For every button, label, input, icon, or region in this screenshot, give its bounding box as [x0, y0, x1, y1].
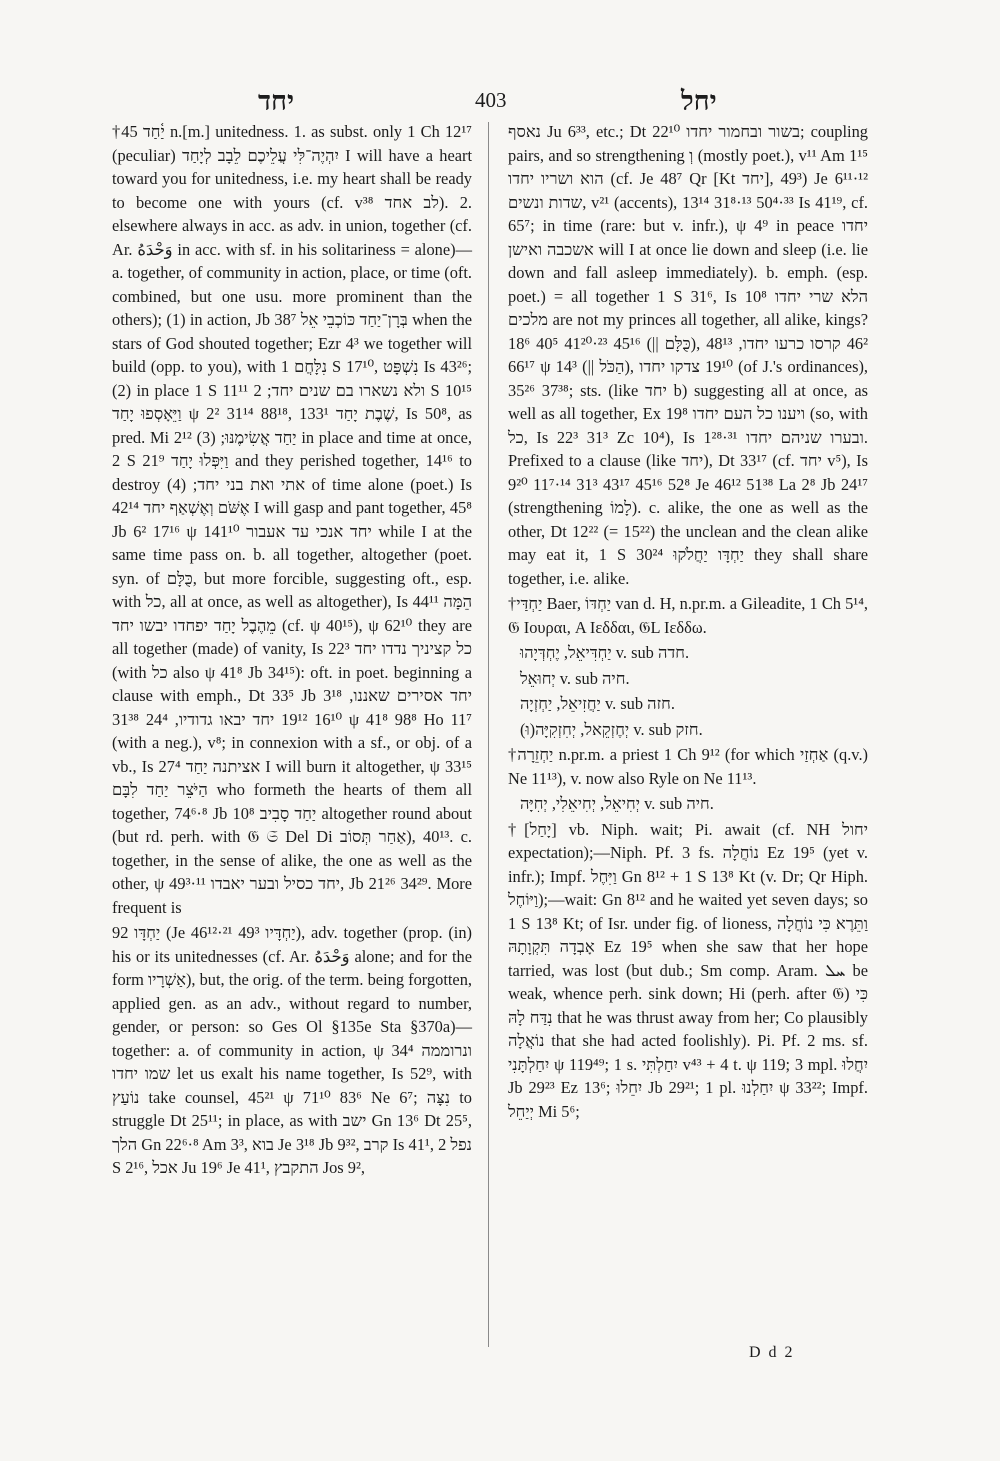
crossref-yehezkel: יְחֶזְקֵאל, יְחִזְקִיָּה(וּ) v. sub חזק. — [520, 719, 703, 739]
entry-yahad: †יַ֫חַד 45 n.[m.] unitedness. 1. as subst. only 1 Ch 12¹⁷ (peculiar) יִהְיֶה־לִּי עֲלֵיכֶם לֵבָב לְיָחַד I will have a heart toward you for unitedness, i.e. my heart shall be ready to become one with yours (cf. v³⁸ לב אחד). 2. elsewhere always in acc. as adv. in union, together (cf. Ar. وَحْدَهُ in acc. with sf. in his solitariness = alone)—a. together, of community in action, place, or time (oft. combined, but one usu. more prominent than the others); (1) in action, Jb 38⁷ בְּרָן־יַחַד כּוֹכְבֵי אֵל when the stars of God shouted together; Ezr 4³ we together will build (opp. to you), with נִלָּחֲם 1 S 17¹⁰, נִשְׁפָּט Is 43²⁶; (2) in place 1 S 11¹¹ ולא נשארו בם שנים יחד; 2 S 10¹⁵ וַיֵּאָסְפוּ יָחַד ψ 2² 31¹⁴ 88¹⁸, 133¹ שֶׁבֶת יָחַד, Is 50⁸, as pred. Mi 2¹² יַחַד אֲשִׂימֶנּוּ; (3) in place and time at once, 2 S 21⁹ וַיִּפְּלוּ יָחַד and they perished together, 14¹⁶ to destroy אתי ואת בני יחד; (4) of time alone (poet.) Is 42¹⁴ אֶשֹּׁם וְאֶשְׁאַף יחד I will gasp and pant together, 45⁸ Jb 6² 17¹⁶ ψ 141¹⁰ יחד אנכי עד אעבור while I at the same time pass on. b. all together, altogether (poet. syn. of כֻּלָּם, but more forcible, suggesting oft., esp. with כל, all at once, as well as altogether), Is 44¹¹ הֵמָּה מֵהֶבֶל יָחַד יפחדו יבשו יחד (cf. ψ 40¹⁵), ψ 62¹⁰ they are all together (made) of vanity, Is 22³ כל קציניך נדדו יחד (with כל also ψ 41⁸ Jb 34¹⁵): oft. in poet. beginning a clause with emph., Dt 33⁵ Jb 3¹⁸ יחד אסירים שאננו, 16¹⁰ 19¹² יחד יבאו גדודיו, 24⁴ 31³⁸ ψ 41⁸ 98⁸ Ho 11⁷ (with a neg.), v⁸; in connexion with a sf., or obj. of a vb., Is 27⁴ אציתנה יַחַד I will burn it altogether, ψ 33¹⁵ הַיֹּצֵר יַחַד לִבָּם who formeth the hearts of them all together, 74⁶·⁸ Jb 10⁸ יַחַד סָבִיב altogether round about (but rd. perh. with 𝔊 𝔖 Del Di אַחַר תְּסוֹב), 40¹³. c. together, in the sense of alike, the one as well as the other, ψ 49³·¹¹ יחד כסיל ובער יאבדו, Jb 21²⁶ 34²⁹. More frequent is — [112, 122, 473, 917]
signature-mark: D d 2 — [749, 1344, 795, 1361]
entry-yahdaw-continued: נאסף Ju 6³³, etc.; Dt 22¹⁰ בשור ובחמור יחדו; coupling pairs, and so strengthening וְ (mostly poet.), v¹¹ Am 1¹⁵ הוא ושריו יחדו (cf. Je 48⁷ Qr [Kt יחד], 49³) Je 6¹¹·¹² שדות ונשים, v²¹ (accents), 13¹⁴ 31⁸·¹³ 50⁴·³³ Is 41¹⁹, cf. 65⁷; in time (rare: but v. infr.), ψ 4⁹ in peace יחדו אשכבה ואישן will I at once lie down and sleep (i.e. lie down and fall asleep immediately). b. emph. (esp. poet.) = all together 1 S 31⁶, Is 10⁸ הלא שרי יחדו מלכים are not my princes all together, all alike, kings? 18⁶ 40⁵ 41²⁰·²³ 45¹⁶ (|| כֻּלָּם), 46² קרסו כרעו יחדו, 48¹³ 66¹⁷ ψ 14³ (|| הַכֹּל), 19¹⁰ צדקו יחדו (of J.'s ordinances), 35²⁶ 37³⁸; sts. (like יחד b) suggesting all at once, as well as all together, Ex 19⁸ ויענו כל העם יחדו (so, with כל, Is 22³ 31³ Zc 10⁴), Is 1²⁸·³¹ ובערו שניהם יחדו. Prefixed to a clause (like יחד), Dt 33¹⁷ (cf. יחד v⁵), Is 9²⁰ 11⁷·¹⁴ 31³ 43¹⁷ 45¹⁶ 52⁸ Je 46¹² 51³⁸ La 2⁸ Jb 24¹⁷ (strengthening לָמוֹ). c. alike, the one as well as the other, Dt 12²² (= 15²²) the unclean and the clean alike may eat it, 1 S 30²⁴ יַחְדָּו יַחֲלֹקוּ they shall share together, i.e. alike. — [508, 122, 869, 588]
left-column — [112, 120, 472, 1180]
right-column — [508, 120, 868, 1123]
crossref-yehiel: יְחִיאֵל, יְחִיאֵלִי, יְחִיָּה v. sub חיה. — [520, 794, 714, 813]
crossref-yehuel: יְחוּאֵל v. sub חיה. — [520, 668, 630, 688]
entry-yahdaw: יַחְדָּו 92 (Je 46¹²·²¹ 49³ יַחְדָּיו), adv. together (prop. (in) his or its unitednesses (cf. Ar. وَحْدَهُ alone; and for the form אַשְׁרָיו), but, the orig. of the term. being forgotten, applied gen. as an adv., without regard to number, gender, or person: so Ges Ol §135e Sta §370a)—together: a. of community in action, ψ 34⁴ ונרוממה שמו יחדו let us exalt his name together, Is 52⁹, with נוֹעַץ take counsel, 45²¹ ψ 71¹⁰ 83⁶ Ne 6⁷; נִצָּה to struggle Dt 25¹¹; in place, as with ישב Gn 13⁶ Dt 25⁵, הלך Gn 22⁶·⁸ Am 3³, בוא Je 3¹⁸ Jb 9³², קרב Is 41¹, נפל 2 S 2¹⁶, אכל Ju 19⁶ Je 41¹, התקבץ Jos 9², — [112, 923, 473, 1177]
entry-yahzerah: †יַחְזֵרָה n.pr.m. a priest 1 Ch 9¹² (for which אַחְזַי (q.v.) Ne 11¹³), v. now also Ryle on Ne 11¹³. — [508, 745, 868, 788]
entry-yahdai: †יַחְדַּי Baer, יַחְדּוֹ van d. H, n.pr.m. a Gileadite, 1 Ch 5¹⁴, 𝔊 Ιουραι, A Ιεδδαι, 𝔊L Ιεδδω. — [508, 594, 869, 637]
crossref-yahaziel: יַחֲזִיאֵל, יַחְזְיָה v. sub חזה. — [520, 694, 675, 713]
entry-yahal: †[יָחַל] vb. Niph. wait; Pi. await (cf. NH יחול expectation);—Niph. Pf. 3 fs. נוֹחֲלָה Ez 19⁵ (yet v. infr.); Impf. וַיִּחֶל Gn 8¹² + 1 S 13⁸ Kt (v. Dr; Qr Hiph. וַיּוֹחֶל);—wait: Gn 8¹² and he waited yet seven days; so 1 S 13⁸ Kt; of Isr. under fig. of lioness, וַתֵּרֶא כִּי נוֹחֲלָה אָבְדָה תִּקְוָתָהּ Ez 19⁵ when she saw that her hope tarried, was lost (but dub.; Sm comp. Aram. ܚܠ be weak, whence perh. sink down; Hi (perh. after 𝔊) כִּי נִדַּח לָהּ that he was thrust away from her; Co plausibly נוֹאֲלָה that she had acted foolishly). Pi. Pf. 2 ms. sf. יִחַלְתָּנִי ψ 119⁴⁹; 1 s. יִחַלְתִּי v⁴³ + 4 t. ψ 119; 3 mpl. יִחֲלוּ Jb 29²³ Ez 13⁶; יִחֵלוּ Jb 29²¹; 1 pl. יִחַלְנוּ ψ 33²²; Impf. יְיַחֵל Mi 5⁶; — [508, 819, 869, 1121]
page-number: 403 — [475, 88, 507, 112]
column-divider — [488, 122, 489, 1347]
right-running-head: יחל — [681, 86, 717, 116]
running-header — [0, 82, 1000, 122]
left-running-head: יחד — [258, 86, 295, 116]
crossref-yahdiel: יַחְדִּיאֵל, יֶחְדְּיָהוּ v. sub חדה. — [520, 643, 690, 662]
